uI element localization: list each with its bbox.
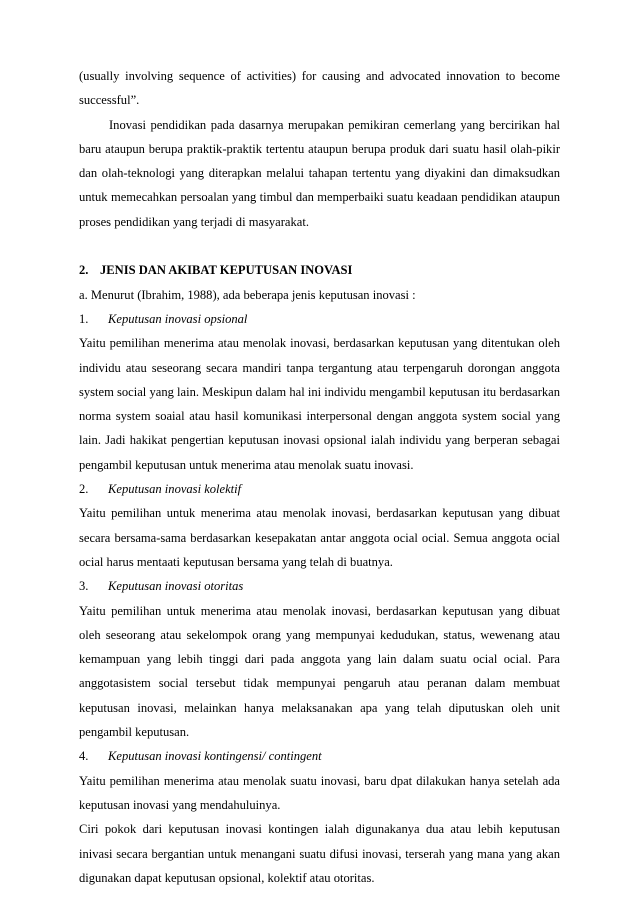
item-heading-kolektif — [79, 477, 560, 501]
item-body-otoritas: Yaitu pemilihan untuk menerima atau menolak inovasi, berdasarkan keputusan yang dibuat oleh seseorang atau sekelompok orang yang mempunyai kedudukan, status, wewenang atau kemampuan yang lebih tinggi dari pada anggota yang lain dalam suatu ocial ocial. Para anggotasistem social tersebut tidak mempunyai pengaruh atau peranan dalam membuat keputusan inovasi, melainkan hanya melaksanakan apa yang telah diputuskan oleh unit pengambil keputusan. — [79, 603, 560, 740]
item-body-kolektif: Yaitu pemilihan untuk menerima atau menolak inovasi, berdasarkan keputusan yang dibuat secara bersama-sama berdasarkan kesepakatan antar anggota ocial ocial. Semua anggota ocial ocial harus mentaati keputusan bersama yang telah di buatnya. — [79, 506, 560, 569]
item-title: Keputusan inovasi otoritas — [108, 579, 244, 594]
document-page — [79, 64, 560, 890]
item-body-kontingensi: Yaitu pemilihan menerima atau menolak suatu inovasi, baru dpat dilakukan hanya setelah ada keputusan inovasi yang mendahuluinya. — [79, 773, 560, 812]
inovasi-definition-paragraph: Inovasi pendidikan pada dasarnya merupakan pemikiran cemerlang yang bercirikan hal baru ataupun berupa praktik-praktik tertentu ataupun berupa produk dari suatu hasil olah-pikir dan olah-teknologi yang diterapkan melalui tahapan tertentu yang diyakini dan dimaksudkan untuk memecahkan persoalan yang timbul dan memperbaiki suatu keadaan pendidikan ataupun proses pendidikan yang terjadi di masyarakat. — [79, 117, 560, 229]
item-number: 4. — [79, 749, 89, 764]
section-title: JENIS DAN AKIBAT KEPUTUSAN INOVASI — [100, 263, 353, 278]
item-number: 3. — [79, 579, 89, 594]
item-heading-otoritas — [79, 574, 560, 598]
spacer — [79, 234, 560, 258]
item-body-opsional: Yaitu pemilihan menerima atau menolak inovasi, berdasarkan keputusan yang ditentukan oleh individu atau seseorang secara mandiri tanpa tergantung atau terpengaruh dorongan anggota system social yang lain. Meskipun dalam hal ini individu mengambil keputusan itu berdasarkan norma system soaial atau hasil komunikasi interpersonal dengan anggota system social yang lain. Jadi hakikat pengertian keputusan inovasi opsional ialah individu yang berperan sebagai pengambil keputusan untuk menerima atau menolak suatu inovasi. — [79, 336, 560, 472]
section-number: 2. — [79, 263, 89, 278]
item-heading-opsional — [79, 307, 560, 331]
item-title: Keputusan inovasi opsional — [108, 311, 248, 326]
section-lead: a. Menurut (Ibrahim, 1988), ada beberapa jenis keputusan inovasi : — [79, 287, 416, 302]
closing-paragraph: Ciri pokok dari keputusan inovasi kontingen ialah digunakanya dua atau lebih keputusan inivasi secara bergantian untuk menangani suatu difusi inovasi, terserah yang mana yang akan digunakan dapat keputusan opsional, kolektif atau otoritas. — [79, 822, 560, 885]
item-title: Keputusan inovasi kolektif — [108, 482, 242, 497]
intro-continuation: (usually involving sequence of activities) for causing and advocated innovation to become successful”. — [79, 69, 560, 108]
item-number: 2. — [79, 482, 89, 497]
item-title: Keputusan inovasi kontingensi/ contingent — [108, 749, 322, 764]
item-heading-kontingensi — [79, 744, 560, 768]
item-number: 1. — [79, 311, 89, 326]
section-heading — [79, 258, 560, 282]
